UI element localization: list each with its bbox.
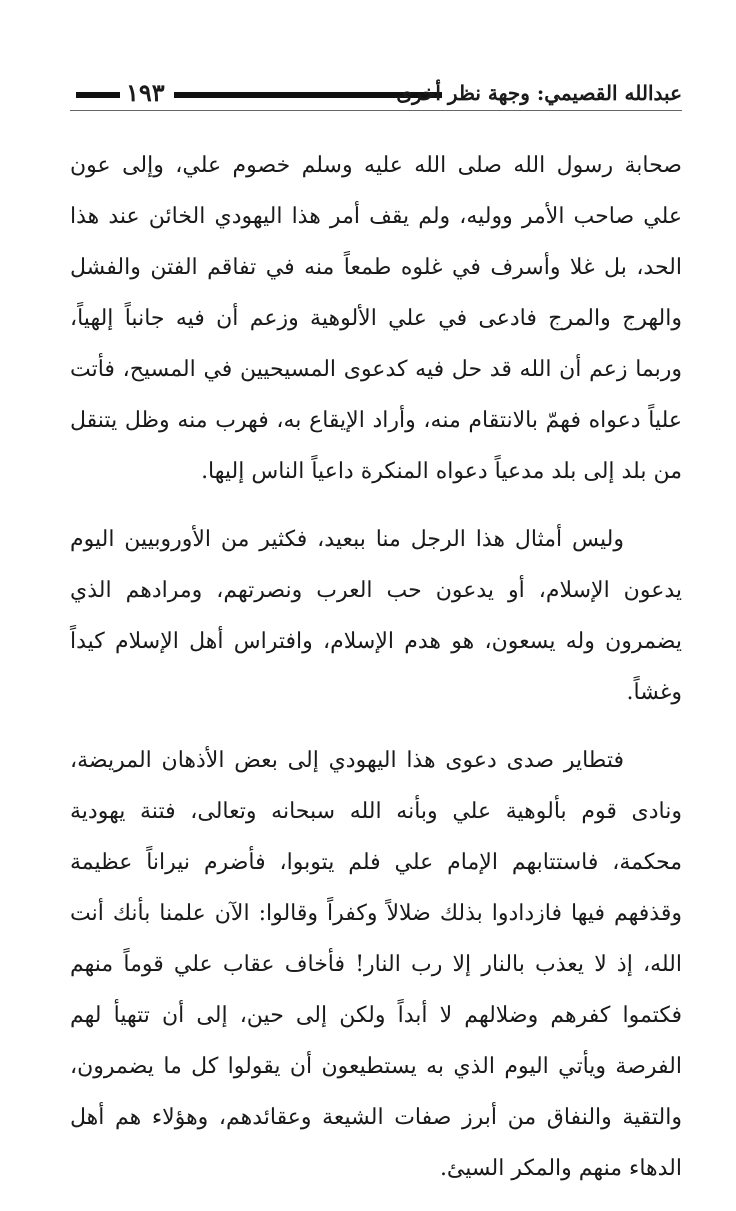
paragraph: وليس أمثال هذا الرجل منا ببعيد، فكثير من الأوروبيين اليوم يدعون الإسلام، أو يدعون حب العرب ونصرتهم، ومرادهم الذي يضمرون وله يسعون، هو هدم الإسلام، وافتراس أهل الإسلام كيداً وغشاً. bbox=[70, 527, 682, 705]
paragraph: فتطاير صدى دعوى هذا اليهودي إلى بعض الأذهان المريضة، ونادى قوم بألوهية علي وبأنه الله سبحانه وتعالى، فتنة يهودية محكمة، فاستتابهم الإمام علي فلم يتوبوا، فأضرم نيراناً عظيمة وقذفهم فيها فازدادوا بذلك ضلالاً وكفراً وقالوا: الآن علمنا بأنك أنت الله، إذ لا يعذب بالنار إلا رب النار! فأخاف عقاب علي قوماً منهم فكتموا كفرهم وضلالهم لا أبداً ولكن إلى حين، إلى أن تتهيأ لهم الفرصة ويأتي اليوم الذي به يستطيعون أن يقولوا كل ما يضمرون، والتقية والنفاق من أبرز صفات الشيعة وعقائدهم، وهؤلاء هم أهل الدهاء منهم والمكر السيئ. bbox=[70, 748, 682, 1181]
paragraph: صحابة رسول الله صلى الله عليه وسلم خصوم علي، وإلى عون علي صاحب الأمر ووليه، ولم يقف أمر هذا اليهودي الخائن عند هذا الحد، بل غلا وأسرف في غلوه طمعاً منه في تفاقم الفتن والفشل والهرج والمرج فادعى في علي الألوهية وزعم أن فيه جانباً إلهياً، وربما زعم أن الله قد حل فيه كدعوى المسيحيين في المسيح، فأتت علياً دعواه فهمّ بالانتقام منه، وأراد الإيقاع به، فهرب منه وظل يتنقل من بلد إلى بلد مدعياً دعواه المنكرة داعياً الناس إليها. bbox=[70, 153, 682, 484]
body-text bbox=[70, 140, 682, 1211]
header-rule-left bbox=[76, 92, 120, 98]
running-title: عبدالله القصيمي: وجهة نظر أخرى bbox=[396, 81, 682, 105]
page-header bbox=[70, 78, 682, 108]
page-number: ١٩٣ bbox=[126, 78, 165, 107]
header-underline bbox=[70, 110, 682, 111]
